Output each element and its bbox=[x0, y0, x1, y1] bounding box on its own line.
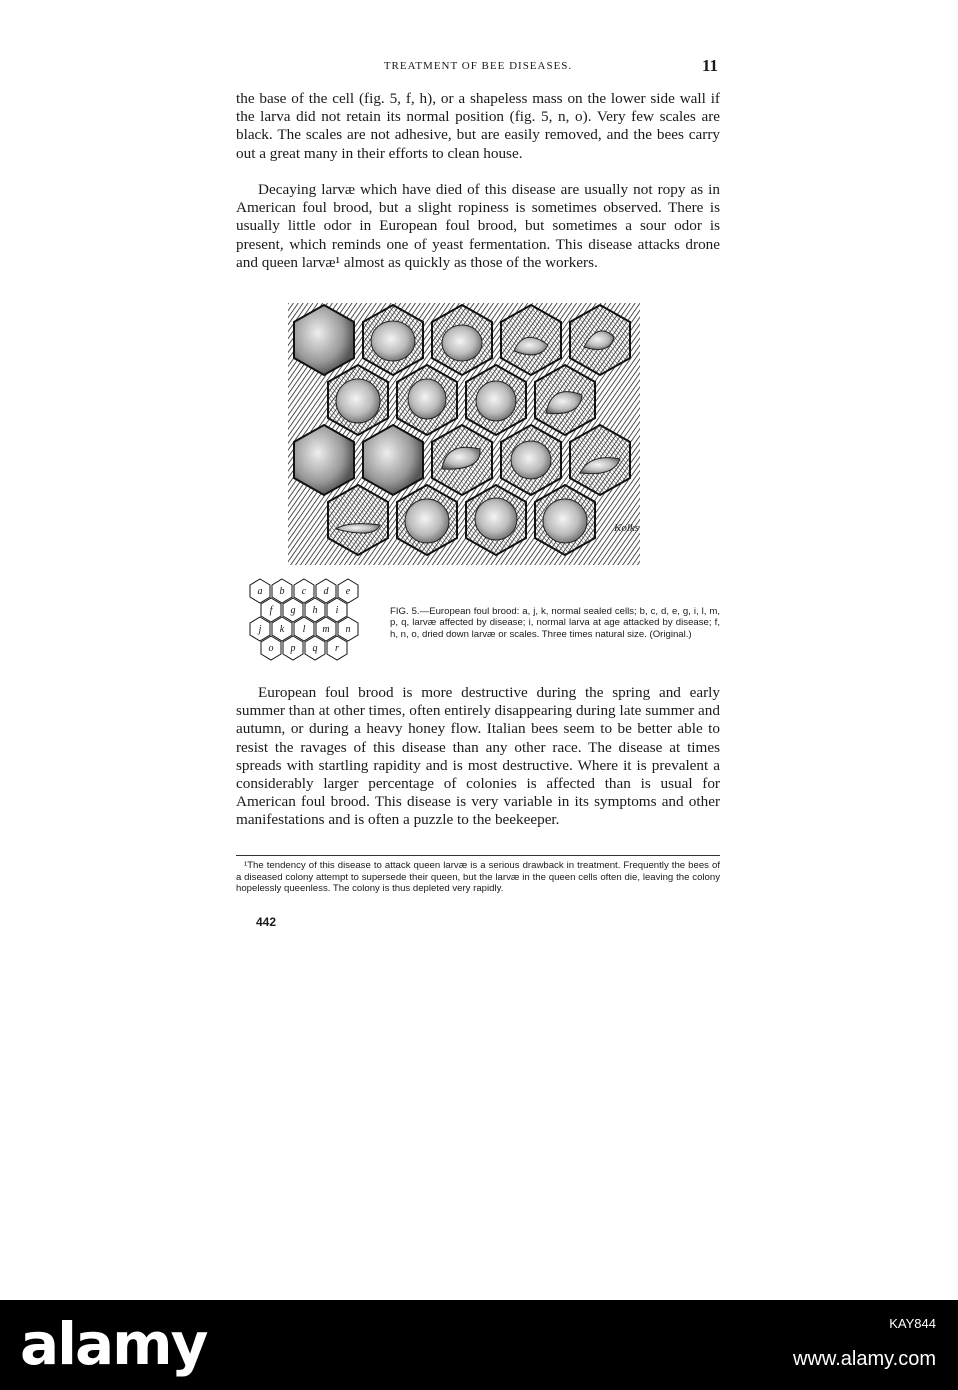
stock-watermark-bar bbox=[0, 1300, 958, 1390]
figure-key-diagram bbox=[240, 575, 380, 680]
key-label-e: e bbox=[345, 586, 351, 597]
watermark-url[interactable]: www.alamy.com bbox=[793, 1348, 936, 1370]
key-label-j: j bbox=[258, 624, 262, 635]
key-label-r: r bbox=[335, 643, 339, 654]
figure-caption: FIG. 5.—European foul brood: a, j, k, normal sealed cells; b, c, d, e, g, i, l, m, p, q, larvæ affected by disease; i, normal larva at age attacked by disease; f, h, n, o, dried down larvæ or scales. Three times natural size. (Original.) bbox=[390, 606, 720, 640]
key-label-h: h bbox=[312, 605, 318, 616]
key-label-c: c bbox=[301, 586, 307, 597]
key-label-m: m bbox=[322, 624, 330, 635]
key-label-a: a bbox=[257, 586, 263, 597]
key-label-l: l bbox=[302, 624, 306, 635]
svg-text:Kolks: Kolks bbox=[614, 522, 640, 534]
key-label-d: d bbox=[323, 586, 329, 597]
paragraph-3: European foul brood is more destructive during the spring and early summer than at other times, often entirely disappearing during late summer and autumn, or during a heavy honey flow. Italian bees seem to be better able to resist the ravages of this disease than any other race. The disease at times spreads with startling rapidity and is most destructive. Where it is prevalent a considerably larger percentage of colonies is affected than is usual for American foul brood. This disease is very variable in its symptoms and other manifestations and is often a puzzle to the beekeeper. bbox=[236, 684, 720, 829]
key-label-o: o bbox=[268, 643, 274, 654]
key-label-k: k bbox=[279, 624, 285, 635]
key-label-b: b bbox=[279, 586, 285, 597]
key-label-i: i bbox=[335, 605, 339, 616]
honeycomb-drawing bbox=[288, 303, 640, 565]
running-head bbox=[236, 56, 720, 80]
key-hex-grid bbox=[240, 575, 380, 680]
image-id: KAY844 bbox=[889, 1316, 936, 1331]
key-label-n: n bbox=[345, 624, 351, 635]
footnote: ¹The tendency of this disease to attack queen larvæ is a serious drawback in treatment. Frequently the bees of a diseased colony attempt to supersede their queen, but the larvæ in the queen cells often die, leaving the colony hopelessly queenless. The colony is thus depleted very rapidly. bbox=[236, 860, 720, 895]
alamy-logo: alamy bbox=[20, 1310, 207, 1378]
honeycomb-illustration bbox=[288, 303, 640, 565]
folio-number: 442 bbox=[256, 915, 277, 929]
key-label-p: p bbox=[290, 643, 296, 654]
key-label-q: q bbox=[312, 643, 318, 654]
paragraph-2: Decaying larvæ which have died of this disease are usually not ropy as in American foul brood, but a slight ropiness is sometimes observed. There is usually little odor in European foul brood, but sometimes a sour odor is present, which reminds one of yeast fermentation. This disease attacks drone and queen larvæ¹ almost as quickly as those of the workers. bbox=[236, 181, 720, 271]
paragraph-1: the base of the cell (fig. 5, f, h), or a shapeless mass on the lower side wall if the larva did not retain its normal position (fig. 5, n, o). Very few scales are black. The scales are not adhesive, but are easily removed, and the bees carry out a great many in their efforts to clean house. bbox=[236, 90, 720, 162]
key-label-g: g bbox=[290, 605, 296, 616]
footnote-rule bbox=[236, 855, 720, 856]
running-title: TREATMENT OF BEE DISEASES. bbox=[383, 60, 573, 72]
page-number: 11 bbox=[701, 56, 718, 75]
key-label-f: f bbox=[269, 605, 273, 616]
